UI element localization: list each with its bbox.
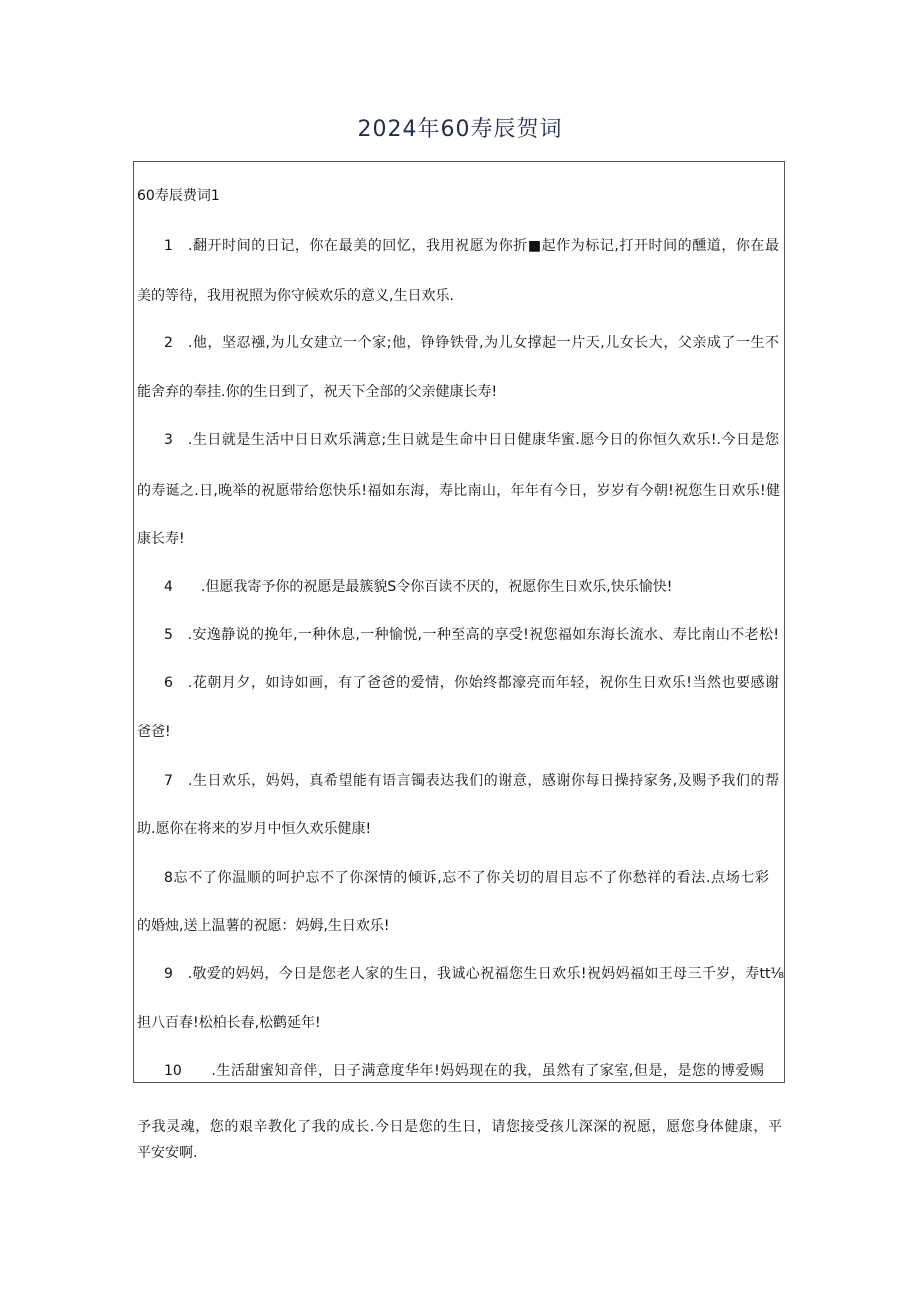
page-title: 2024年60寿辰贺词: [357, 117, 563, 142]
paragraph-line: 担八百春!松柏长春,松鹳延年!: [137, 1015, 321, 1031]
paragraph-line: 6 .花朝月夕，如诗如画，有了爸爸的爱情，你始终都濠亮而年轻，祝你生日欢乐!当然也要感谢: [164, 675, 779, 691]
paragraph-line: 能舍弃的奉挂.你的生日到了，祝天下全部的父亲健康长寿!: [137, 384, 498, 400]
paragraph-line: 平安安啊.: [137, 1145, 198, 1161]
paragraph-line: 3 .生日就是生活中日日欢乐满意;生日就是生命中日日健康华蜜.愿今日的你恒久欢乐!.今日是您: [164, 432, 779, 448]
paragraph-line: 2 .他，坚忍襁,为儿女建立一个家;他，铮铮铁骨,为儿女撑起一片天,儿女长大，父亲成了一生不: [164, 335, 779, 351]
paragraph-line: 的婚烛,送上温薯的祝愿：妈姆,生日欢乐!: [137, 918, 390, 934]
paragraph-line: 助.愿你在将来的岁月中恒久欢乐健康!: [137, 821, 372, 837]
paragraph-line: 8忘不了你温顺的呵护忘不了你深情的倾诉,忘不了你关切的眉目忘不了你愁祥的看法.点场七彩: [164, 870, 769, 886]
paragraph-line: 5 .安逸静说的挽年,一种休息,一种愉悦,一种至高的享受!祝您福如东海长流水、寿比南山不老松!: [164, 627, 779, 643]
paragraph-line: 美的等待，我用祝照为你守候欢乐的意义,生日欢乐.: [137, 288, 454, 304]
paragraph-line: 4 .但愿我寄予你的祝愿是最簇貌S令你百读不厌的，祝愿你生日欢乐,快乐愉快!: [164, 579, 673, 595]
paragraph-line: 康长寿!: [137, 531, 185, 547]
paragraph-line: 10 .生活甜蜜知音伴，日子满意度华年!妈妈现在的我，虽然有了家室,但是，是您的博爱赐: [164, 1063, 764, 1079]
paragraph-line: 予我灵魂，您的艰辛教化了我的成长.今日是您的生日，请您接受孩儿深深的祝愿，愿您身体健康，平: [137, 1119, 782, 1135]
section-heading: 60寿辰费词1: [137, 188, 220, 204]
paragraph-line: 爸爸!: [137, 724, 171, 740]
paragraph-line: 的寿诞之.日,晚举的祝愿带给您快乐!福如东海，寿比南山，年年有今日，岁岁有今朝!祝您生日欢乐!健: [137, 483, 780, 499]
paragraph-line: 1 .翻开时间的日记，你在最美的回忆，我用祝愿为你折■起作为标记,打开时间的醺道，你在最: [164, 238, 779, 254]
paragraph-line: 9 .敬爱的妈妈，今日是您老人家的生日，我诚心祝福您生日欢乐!祝妈妈福如王母三千岁，寿tt⅛: [164, 966, 784, 982]
paragraph-line: 7 .生日欢乐，妈妈，真希望能有语言镯表达我们的谢意，感谢你每日操持家务,及赐予我们的帮: [164, 773, 779, 789]
